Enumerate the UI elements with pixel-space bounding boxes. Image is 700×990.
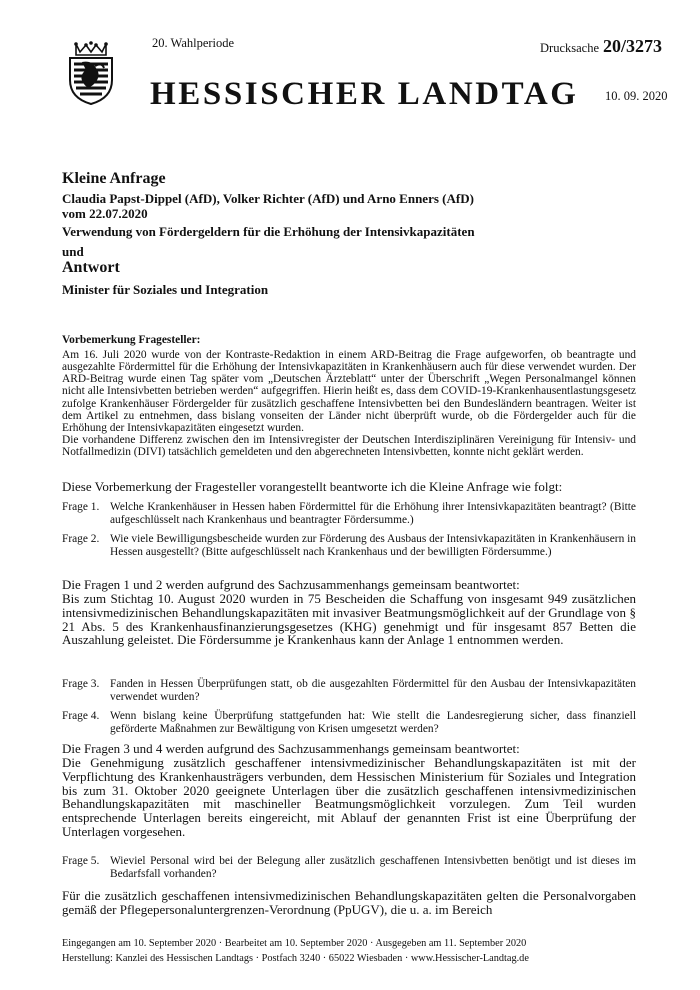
answer-3-4-text: Die Genehmigung zusätzlich geschaffener intensivmedizinischer Behandlungskapazitäten ist mit der Verpflichtung des Krankenhausträgers verbunden, dem Hessischen Ministerium für Soziales und Integration bis zum 31. Oktober 2020 geeignete Unterlagen über die zusätzlich geschaffenen intensivmedizinischen Behandlungskapazitäten mit maschineller Beatmungsmöglichkeit vorzulegen. Zum Teil wurden entsprechende Unterlagen bereits eingereicht, mit Ablauf der genannten Frist ist eine Überprüfung der Unterlagen vorgesehen. [62,755,636,839]
kleine-anfrage-title: Kleine Anfrage [62,170,166,187]
wahlperiode: 20. Wahlperiode [152,36,235,50]
frage-label: Frage 4. [62,710,100,722]
intro-sentence: Diese Vorbemerkung der Fragesteller vorangestellt beantworte ich die Kleine Anfrage wie folgt: [62,479,563,494]
minister: Minister für Soziales und Integration [62,282,269,297]
hessen-coat-of-arms-icon [62,40,120,106]
document-date: 10. 09. 2020 [605,89,668,103]
drucksache-label: Drucksache [540,41,599,55]
vorbemerkung-text [62,349,636,458]
drucksache [540,36,662,57]
landtag-heading: HESSISCHER LANDTAG [150,76,579,112]
frage-5 [62,855,636,881]
answer-1-2-text: Bis zum Stichtag 10. August 2020 wurden in 75 Bescheiden die Schaffung von insgesamt 949 zusätzlichen intensivmedizinischen Behandlungskapazitäten mit invasiver Beatmungsmöglichkeit auf der Grundlage von § 21 Abs. 5 des Krankenhausfinanzierungsgesetzes (KHG) genehmigt und für insgesamt 857 Betten die Auszahlung geleistet. Die Fördersumme je Krankenhaus kann der Anlage 1 entnommen werden. [62,591,636,648]
frage-label: Frage 3. [62,678,100,690]
vorbemerkung-heading: Vorbemerkung Fragesteller: [62,334,201,346]
authors-names: Claudia Papst-Dippel (AfD), Volker Richter (AfD) und Arno Enners (AfD) [62,191,474,206]
vorbemerkung-paragraph-1: Am 16. Juli 2020 wurde von der Kontraste-Redaktion in einem ARD-Beitrag die Frage aufgeworfen, ob beantragte und ausgezahlte Fördermittel für die Erhöhung der Intensivkapazitäten in Krankenhäusern auch für diese verwendet wurden. Der ARD-Beitrag wurde einen Tag später vom „Deutschen Ärzteblatt“ unter der Überschrift „Wegen Personalmangel können nicht alle Intensivbetten betrieben werden“ aufgegriffen. Hierin heißt es, dass dem COVID-19-Krankenhausentlastungsgesetz zufolge Krankenhäuser Fördergelder für zusätzlich geschaffene Intensivbetten bei den Bundesländern beantragen. Weiter ist dem Artikel zu entnehmen, dass bislang vonseiten der Länder nicht überprüft wurde, ob die Fördergelder auch für die Erhöhung der Intensivkapazitäten eingesetzt wurden. [62,349,636,434]
frage-label: Frage 2. [62,533,100,545]
footer-publisher: Herstellung: Kanzlei des Hessischen Landtags · Postfach 3240 · 65022 Wiesbaden · www.Hessischer-Landtag.de [62,953,529,964]
antwort-title: Antwort [62,259,120,276]
answer-1-2-heading: Die Fragen 1 und 2 werden aufgrund des Sachzusammenhangs gemeinsam beantwortet: [62,577,520,592]
und-label: und [62,244,84,259]
frage-text: Wenn bislang keine Überprüfung stattgefunden hat: Wie stellt die Landesregierung sicher, dass finanziell geförderte Maßnahmen zur Bewältigung von Krisen umgesetzt werden? [110,710,636,735]
footer-dates: Eingegangen am 10. September 2020 · Bearbeitet am 10. September 2020 · Ausgegeben am 11. September 2020 [62,938,527,949]
vorbemerkung-paragraph-2: Die vorhandene Differenz zwischen den im Intensivregister der Deutschen Interdisziplinären Vereinigung für Intensiv- und Notfallmedizin (DIVI) tatsächlich gemeldeten und den abgerechneten Intensivbetten, konnte nicht geklärt werden. [62,434,636,459]
request-date: vom 22.07.2020 [62,206,148,221]
frage-text: Wieviel Personal wird bei der Belegung aller zusätzlich geschaffenen Intensivbetten benötigt und ist dieses im Bedarfsfall vorhanden? [110,855,636,880]
frage-text: Wie viele Bewilligungsbescheide wurden zur Förderung des Ausbaus der Intensivkapazitäten in Krankenhäusern in Hessen ausgestellt? (Bitte aufgeschlüsselt nach Krankenhaus und der bewilligten Fördersumme.) [110,533,636,558]
frage-2 [62,533,636,573]
answer-5-text: Für die zusätzlich geschaffenen intensivmedizinischen Behandlungskapazitäten gelten die Personalvorgaben gemäß der Pflegepersonaluntergrenzen-Verordnung (PpUGV), die u. a. im Bereich [62,888,636,917]
answer-3-4-heading: Die Fragen 3 und 4 werden aufgrund des Sachzusammenhangs gemeinsam beantwortet: [62,741,520,756]
frage-label: Frage 1. [62,501,100,513]
authors [62,191,474,221]
frage-label: Frage 5. [62,855,100,867]
subject: Verwendung von Fördergeldern für die Erhöhung der Intensivkapazitäten [62,224,475,239]
frage-3 [62,678,636,704]
frage-4 [62,710,636,736]
frage-text: Fanden in Hessen Überprüfungen statt, ob die ausgezahlten Fördermittel für den Ausbau der Intensivkapazitäten verwendet wurden? [110,678,636,703]
frage-1 [62,501,636,527]
frage-text: Welche Krankenhäuser in Hessen haben Fördermittel für die Erhöhung ihrer Intensivkapazitäten beantragt? (Bitte aufgeschlüsselt nach Krankenhaus und beantragter Fördersumme.) [110,501,636,526]
drucksache-number: 20/3273 [603,36,663,56]
